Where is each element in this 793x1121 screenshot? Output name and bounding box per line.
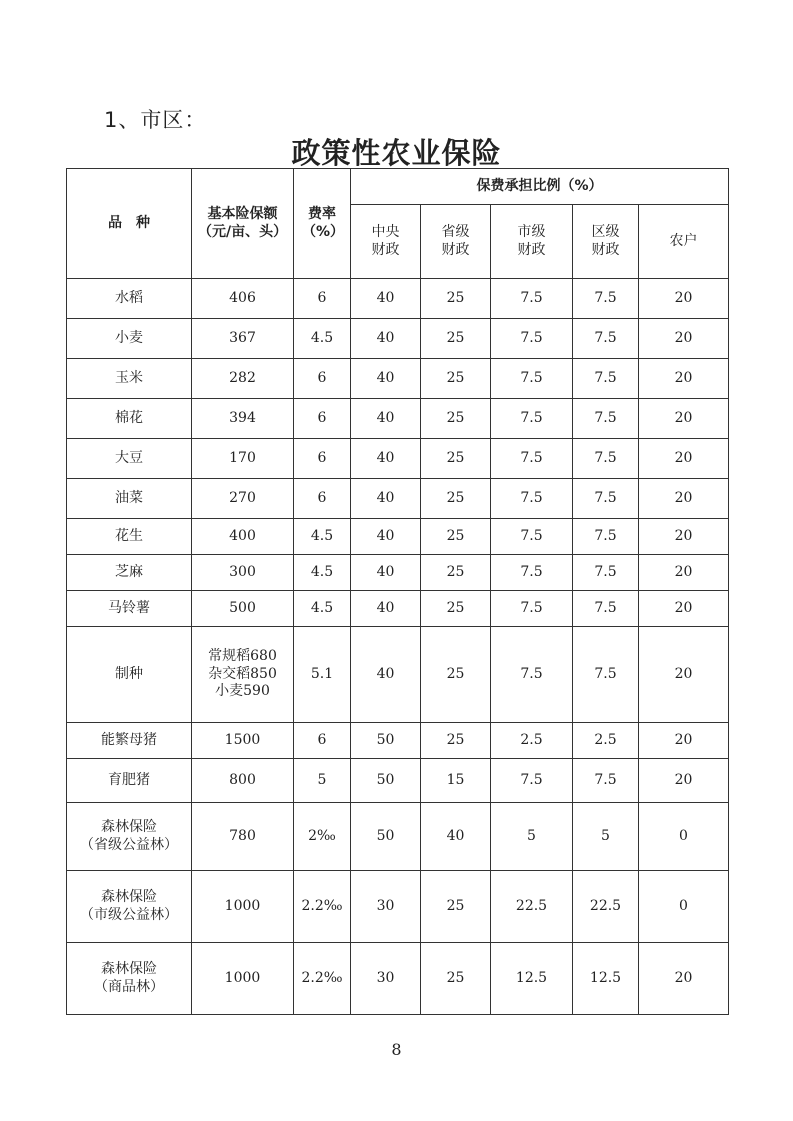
cell-municipal: 12.5: [491, 943, 573, 1015]
cell-central: 40: [351, 399, 421, 439]
cell-rate: 2.2‰: [294, 871, 351, 943]
header-municipal: 市级财政: [491, 205, 573, 279]
cell-amount: 800: [192, 759, 294, 803]
cell-rate: 6: [294, 359, 351, 399]
cell-rate: 2.2‰: [294, 943, 351, 1015]
cell-farmer: 20: [639, 399, 729, 439]
table-row: [67, 871, 729, 943]
cell-farmer: 0: [639, 871, 729, 943]
cell-farmer: 20: [639, 627, 729, 723]
cell-name: 能繁母猪: [67, 723, 192, 759]
cell-farmer: 20: [639, 359, 729, 399]
cell-provincial: 25: [421, 723, 491, 759]
cell-farmer: 20: [639, 439, 729, 479]
cell-provincial: 25: [421, 943, 491, 1015]
cell-farmer: 20: [639, 519, 729, 555]
cell-district: 7.5: [573, 479, 639, 519]
cell-amount: 1000: [192, 871, 294, 943]
cell-central: 30: [351, 871, 421, 943]
cell-rate: 2‰: [294, 803, 351, 871]
cell-farmer: 20: [639, 479, 729, 519]
table-row: [67, 439, 729, 479]
table-row: [67, 803, 729, 871]
section-heading: 1、市区：: [104, 108, 207, 132]
cell-name: 水稻: [67, 279, 192, 319]
cell-district: 7.5: [573, 627, 639, 723]
cell-district: 7.5: [573, 591, 639, 627]
cell-rate: 6: [294, 399, 351, 439]
header-district: 区级财政: [573, 205, 639, 279]
cell-central: 40: [351, 627, 421, 723]
table-row: [67, 943, 729, 1015]
cell-district: 7.5: [573, 399, 639, 439]
cell-provincial: 15: [421, 759, 491, 803]
cell-amount: 406: [192, 279, 294, 319]
cell-provincial: 25: [421, 319, 491, 359]
cell-amount: 367: [192, 319, 294, 359]
cell-municipal: 5: [491, 803, 573, 871]
cell-central: 50: [351, 723, 421, 759]
cell-district: 7.5: [573, 555, 639, 591]
header-provincial: 省级财政: [421, 205, 491, 279]
table-row: [67, 759, 729, 803]
cell-provincial: 25: [421, 359, 491, 399]
cell-district: 7.5: [573, 319, 639, 359]
cell-amount: 780: [192, 803, 294, 871]
table-row: [67, 591, 729, 627]
cell-name: 森林保险 （市级公益林）: [67, 871, 192, 943]
cell-provincial: 25: [421, 591, 491, 627]
cell-rate: 5: [294, 759, 351, 803]
cell-district: 12.5: [573, 943, 639, 1015]
cell-central: 40: [351, 359, 421, 399]
table-row: [67, 319, 729, 359]
cell-municipal: 7.5: [491, 399, 573, 439]
cell-district: 7.5: [573, 359, 639, 399]
cell-district: 5: [573, 803, 639, 871]
cell-provincial: 25: [421, 627, 491, 723]
cell-provincial: 25: [421, 519, 491, 555]
cell-municipal: 7.5: [491, 279, 573, 319]
cell-amount: 1000: [192, 943, 294, 1015]
cell-amount: 394: [192, 399, 294, 439]
cell-municipal: 7.5: [491, 591, 573, 627]
cell-municipal: 7.5: [491, 519, 573, 555]
cell-district: 22.5: [573, 871, 639, 943]
cell-rate: 4.5: [294, 555, 351, 591]
cell-provincial: 25: [421, 871, 491, 943]
table-body: [67, 279, 729, 1015]
cell-rate: 4.5: [294, 319, 351, 359]
cell-provincial: 25: [421, 439, 491, 479]
table-row: [67, 519, 729, 555]
cell-name: 棉花: [67, 399, 192, 439]
cell-municipal: 7.5: [491, 479, 573, 519]
cell-central: 40: [351, 591, 421, 627]
table-header: [67, 169, 729, 279]
cell-amount: 1500: [192, 723, 294, 759]
header-premium-share: 保费承担比例（%）: [351, 169, 729, 205]
cell-name: 马铃薯: [67, 591, 192, 627]
cell-farmer: 20: [639, 591, 729, 627]
cell-name: 玉米: [67, 359, 192, 399]
cell-municipal: 7.5: [491, 555, 573, 591]
table-row: [67, 399, 729, 439]
cell-name: 大豆: [67, 439, 192, 479]
cell-amount: 500: [192, 591, 294, 627]
cell-municipal: 7.5: [491, 359, 573, 399]
cell-central: 40: [351, 519, 421, 555]
cell-farmer: 20: [639, 759, 729, 803]
cell-farmer: 20: [639, 279, 729, 319]
cell-farmer: 20: [639, 723, 729, 759]
table-row: [67, 555, 729, 591]
cell-amount: 270: [192, 479, 294, 519]
cell-rate: 4.5: [294, 519, 351, 555]
cell-rate: 6: [294, 279, 351, 319]
cell-municipal: 22.5: [491, 871, 573, 943]
table-row: [67, 627, 729, 723]
cell-amount: 170: [192, 439, 294, 479]
cell-farmer: 20: [639, 555, 729, 591]
cell-rate: 5.1: [294, 627, 351, 723]
cell-district: 7.5: [573, 519, 639, 555]
cell-name: 小麦: [67, 319, 192, 359]
cell-central: 40: [351, 319, 421, 359]
cell-amount: 常规稻680 杂交稻850 小麦590: [192, 627, 294, 723]
header-farmer: 农户: [639, 205, 729, 279]
header-variety: 品 种: [67, 169, 192, 279]
cell-central: 30: [351, 943, 421, 1015]
cell-provincial: 40: [421, 803, 491, 871]
header-central: 中央财政: [351, 205, 421, 279]
cell-municipal: 7.5: [491, 319, 573, 359]
cell-district: 7.5: [573, 759, 639, 803]
cell-provincial: 25: [421, 479, 491, 519]
header-rate: 费率（%）: [294, 169, 351, 279]
cell-rate: 6: [294, 439, 351, 479]
cell-name: 森林保险 （省级公益林）: [67, 803, 192, 871]
cell-name: 油菜: [67, 479, 192, 519]
table-row: [67, 479, 729, 519]
cell-provincial: 25: [421, 279, 491, 319]
cell-central: 50: [351, 759, 421, 803]
cell-municipal: 7.5: [491, 439, 573, 479]
table-row: [67, 723, 729, 759]
cell-farmer: 20: [639, 319, 729, 359]
cell-farmer: 20: [639, 943, 729, 1015]
page-number: 8: [391, 1040, 402, 1059]
cell-central: 40: [351, 555, 421, 591]
cell-name: 芝麻: [67, 555, 192, 591]
cell-central: 50: [351, 803, 421, 871]
cell-municipal: 7.5: [491, 627, 573, 723]
cell-name: 育肥猪: [67, 759, 192, 803]
cell-municipal: 7.5: [491, 759, 573, 803]
cell-farmer: 0: [639, 803, 729, 871]
cell-municipal: 2.5: [491, 723, 573, 759]
cell-rate: 4.5: [294, 591, 351, 627]
document-title: 政策性农业保险: [291, 136, 502, 170]
cell-district: 7.5: [573, 439, 639, 479]
cell-amount: 300: [192, 555, 294, 591]
cell-district: 7.5: [573, 279, 639, 319]
cell-amount: 400: [192, 519, 294, 555]
cell-provincial: 25: [421, 555, 491, 591]
table-row: [67, 359, 729, 399]
cell-rate: 6: [294, 723, 351, 759]
table-row: [67, 279, 729, 319]
insurance-table: [66, 168, 729, 1015]
cell-name: 制种: [67, 627, 192, 723]
cell-district: 2.5: [573, 723, 639, 759]
cell-provincial: 25: [421, 399, 491, 439]
cell-central: 40: [351, 279, 421, 319]
header-sum-insured: 基本险保额（元/亩、头）: [192, 169, 294, 279]
cell-central: 40: [351, 439, 421, 479]
cell-rate: 6: [294, 479, 351, 519]
cell-amount: 282: [192, 359, 294, 399]
cell-central: 40: [351, 479, 421, 519]
cell-name: 森林保险 （商品林）: [67, 943, 192, 1015]
cell-name: 花生: [67, 519, 192, 555]
